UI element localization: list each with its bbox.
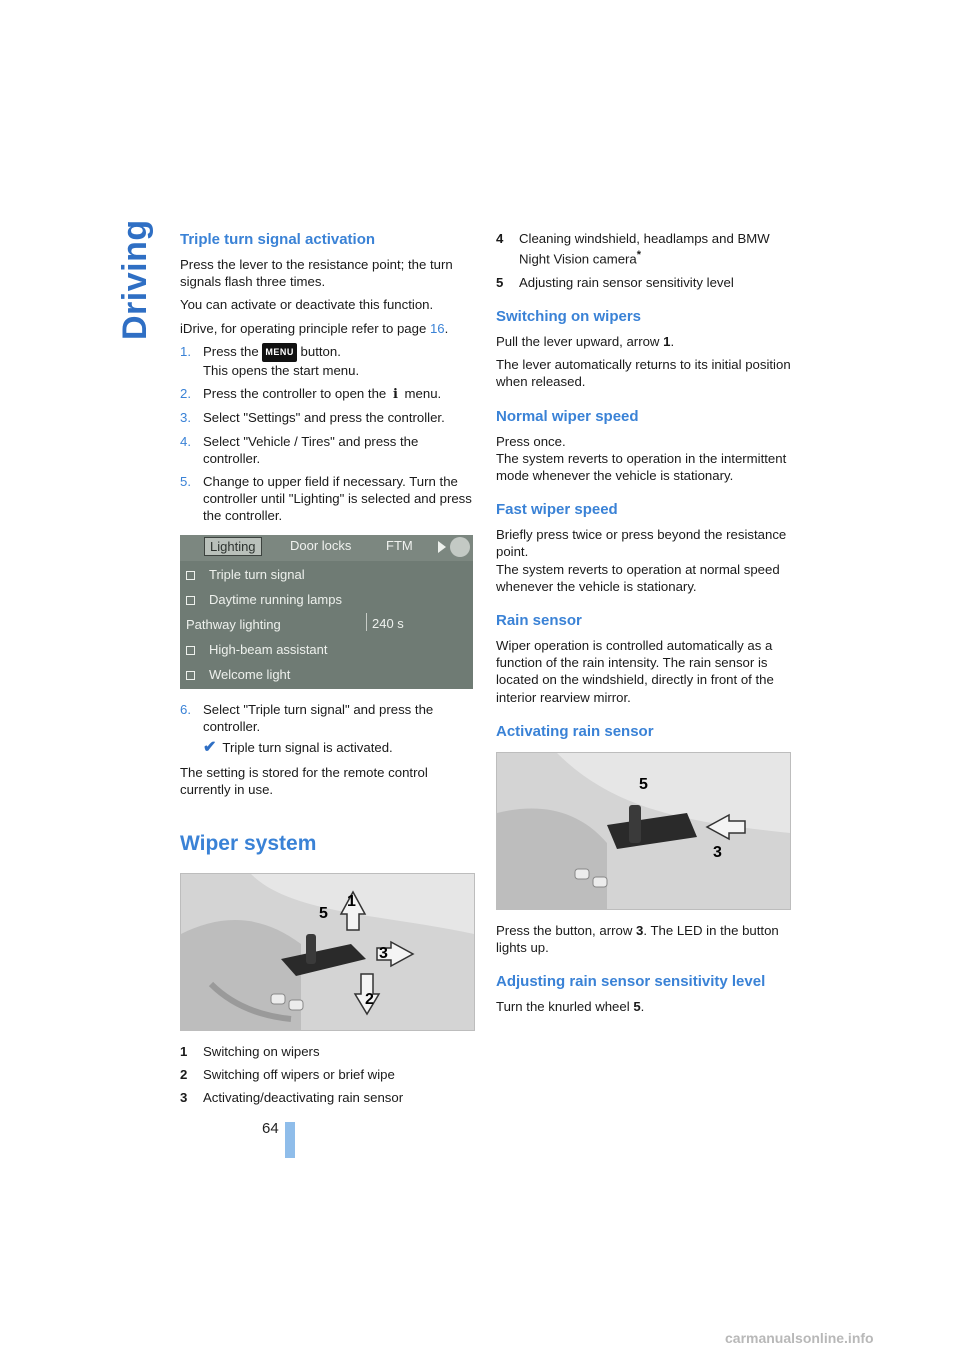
paragraph: Press the lever to the resistance point; the turn signals flash three times. <box>180 257 453 290</box>
checkbox-icon <box>186 646 195 655</box>
wiper-lever-photo <box>180 873 475 1031</box>
checkmark-icon: ✔ <box>203 739 217 757</box>
pathway-value: 240 s <box>372 615 404 631</box>
setting-row: Pathway lighting <box>186 616 281 632</box>
tab-ftm: FTM <box>386 537 413 553</box>
paragraph: Press the button, arrow 3. The LED in the button lights up. <box>496 922 779 956</box>
wiper-system-heading: Wiper system <box>180 831 317 855</box>
paragraph: The system reverts to operation in the intermittent mode whenever the vehicle is stationary. <box>496 450 787 484</box>
page-number: 64 <box>262 1120 279 1137</box>
right-column <box>496 230 791 1021</box>
setting-row: Daytime running lamps <box>186 592 342 607</box>
menu-button-icon: MENU <box>262 343 297 362</box>
check-note: ✔ Triple turn signal is activated. <box>203 739 393 757</box>
screen-tabs <box>180 535 473 561</box>
info-icon: i <box>392 387 398 403</box>
paragraph: Press once. <box>496 433 566 449</box>
arrow-right-icon <box>438 541 446 553</box>
step-item: 1. Press the MENU button. This opens the start menu. <box>180 343 360 379</box>
paragraph: The system reverts to operation at normal speed whenever the vehicle is stationary. <box>496 561 780 594</box>
step-list <box>180 701 475 735</box>
legend-item: 5 Adjusting rain sensor sensitivity level <box>496 274 734 290</box>
callout-5: 5 <box>639 775 648 793</box>
legend-item: 2 Switching off wipers or brief wipe <box>180 1066 395 1082</box>
legend-list <box>496 230 791 291</box>
paragraph: You can activate or deactivate this function. <box>180 297 434 313</box>
normal-speed-heading: Normal wiper speed <box>496 407 639 425</box>
step-item: 2. Press the controller to open the i menu. <box>180 386 442 403</box>
paragraph: Wiper operation is controlled automatically as a function of the rain intensity. The rain sensor is located on the windshield, directly in front of the interior rearview mirror. <box>496 638 774 705</box>
checkbox-icon <box>186 571 195 580</box>
paragraph: The setting is stored for the remote control currently in use. <box>180 765 428 798</box>
rain-sensor-photo <box>496 752 791 910</box>
switching-on-heading: Switching on wipers <box>496 308 642 325</box>
left-column <box>180 230 475 1112</box>
idrive-screen <box>180 535 473 689</box>
rain-sensor-illustration <box>497 753 790 909</box>
page-marker-bar <box>285 1122 295 1158</box>
adjusting-rain-sensor-heading: Adjusting rain sensor sensitivity level <box>496 973 766 991</box>
setting-row: High-beam assistant <box>186 642 328 657</box>
callout-2: 2 <box>365 990 374 1008</box>
setting-row: Triple turn signal <box>186 567 305 582</box>
chapter-title: Driving <box>116 219 154 340</box>
step-item: 6. Select "Triple turn signal" and press the controller. <box>180 701 434 734</box>
tab-door-locks: Door locks <box>290 537 352 553</box>
paragraph: Turn the knurled wheel 5. <box>496 999 645 1015</box>
callout-3: 3 <box>379 944 388 962</box>
legend-item: 3 Activating/deactivating rain sensor <box>180 1090 404 1106</box>
callout-5: 5 <box>319 904 328 922</box>
tab-lighting: Lighting <box>204 537 262 556</box>
controller-knob-icon <box>450 537 470 557</box>
callout-3: 3 <box>713 843 722 861</box>
paragraph: Pull the lever upward, arrow 1. <box>496 334 675 349</box>
legend-list <box>180 1043 475 1107</box>
watermark: carmanualsonline.info <box>725 1330 874 1346</box>
wiper-lever-illustration <box>181 874 474 1030</box>
paragraph: Briefly press twice or press beyond the resistance point. <box>496 527 787 560</box>
paragraph: iDrive, for operating principle refer to page 16. <box>180 320 449 336</box>
activating-rain-sensor-heading: Activating rain sensor <box>496 722 654 740</box>
rain-sensor-heading: Rain sensor <box>496 612 582 630</box>
step-list <box>180 343 475 525</box>
setting-row: Welcome light <box>186 667 290 682</box>
fast-speed-heading: Fast wiper speed <box>496 501 618 519</box>
step-item: 3. Select "Settings" and press the controller. <box>180 410 445 426</box>
divider <box>366 613 367 631</box>
paragraph: The lever automatically returns to its initial position when released. <box>496 357 791 390</box>
legend-item: 4 Cleaning windshield, headlamps and BMW Night Vision camera* <box>496 231 770 267</box>
checkbox-icon <box>186 671 195 680</box>
page-link[interactable]: 16 <box>429 320 445 336</box>
step-item: 4. Select "Vehicle / Tires" and press the controller. <box>180 433 419 466</box>
legend-item: 1 Switching on wipers <box>180 1043 320 1059</box>
callout-1: 1 <box>347 892 356 910</box>
step-item: 5. Change to upper field if necessary. Turn the controller until "Lighting" is selected and press the controller. <box>180 474 472 524</box>
checkbox-icon <box>186 596 195 605</box>
triple-turn-heading: Triple turn signal activation <box>180 231 376 248</box>
